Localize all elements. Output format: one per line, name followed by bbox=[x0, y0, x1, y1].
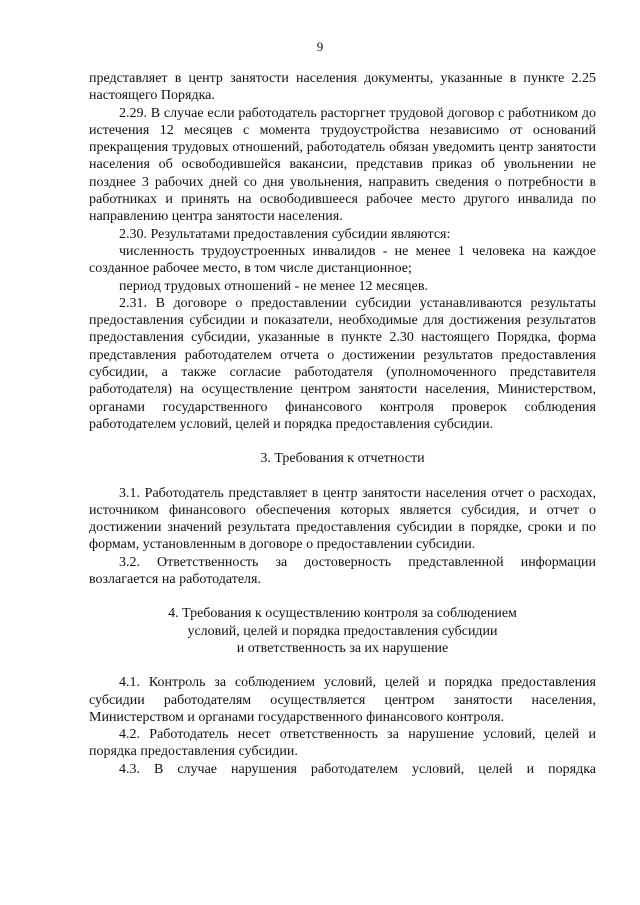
section-3-body bbox=[89, 485, 596, 589]
page-content bbox=[89, 70, 596, 778]
paragraph: численность трудоустроенных инвалидов - не менее 1 человека на каждое созданное рабочее место, в том числе дистанционное; bbox=[89, 243, 596, 277]
paragraph: 2.31. В договоре о предоставлении субсидии устанавливаются результаты предоставления субсидии и показатели, необходимые для достижения результатов предоставления субсидии, указанные в пункте 2.30 настоящего Порядка, форма представления работодателем отчета о достижении результатов предоставления субсидии, а также согласие работодателя (уполномоченного представителя работодателя) на осуществление центром занятости населения, Министерством, органами государственного финансового контроля проверок соблюдения работодателем условий, целей и порядка предоставления субсидии. bbox=[89, 295, 596, 432]
paragraph: 4.1. Контроль за соблюдением условий, целей и порядка предоставления субсидии работодателям осуществляется центром занятости населения, Министерством и органами государственного финансового контроля. bbox=[89, 675, 596, 725]
section-4-heading bbox=[89, 605, 596, 657]
section-3-heading: 3. Требования к отчетности bbox=[260, 451, 425, 467]
paragraph: представляет в центр занятости населения документы, указанные в пункте 2.25 настоящего Порядка. bbox=[89, 71, 596, 104]
paragraph: 4.3. В случае нарушения работодателем условий, целей и порядка bbox=[119, 761, 596, 777]
section-2-continuation bbox=[89, 70, 596, 433]
paragraph: период трудовых отношений - не менее 12 месяцев. bbox=[119, 278, 428, 294]
paragraph: 3.1. Работодатель представляет в центр занятости населения отчет о расходах, источником финансового обеспечения которых является субсидия, и отчет о достижении значений результата предоставления субсидии в порядке, сроки и по формам, установленным в договоре о предоставлении субсидии. bbox=[89, 485, 596, 553]
paragraph: 4.2. Работодатель несет ответственность за нарушение условий, целей и порядка предоставления субсидии. bbox=[89, 727, 596, 760]
paragraph: 2.30. Результатами предоставления субсидии являются: bbox=[119, 226, 451, 242]
section-4-body bbox=[89, 674, 596, 778]
section-4-heading-line: 4. Требования к осуществлению контроля за соблюдением bbox=[168, 606, 517, 622]
paragraph: 2.29. В случае если работодатель расторгнет трудовой договор с работником до истечения 12 месяцев с момента трудоустройства независимо от оснований прекращения трудовых отношений, работодатель обязан уведомить центр занятости населения об освободившейся вакансии, представив приказ об увольнении не позднее 3 рабочих дней со дня увольнения, направить сведения о потребности в работниках и принять на освободившееся рабочее место другого инвалида по направлению центра занятости населения. bbox=[89, 105, 596, 225]
section-4-heading-line: и ответственность за их нарушение bbox=[236, 640, 449, 656]
page-number: 9 bbox=[316, 39, 324, 54]
paragraph: 3.2. Ответственность за достоверность представленной информации возлагается на работодателя. bbox=[89, 554, 596, 588]
section-4-heading-line: условий, целей и порядка предоставления субсидии bbox=[187, 623, 498, 639]
